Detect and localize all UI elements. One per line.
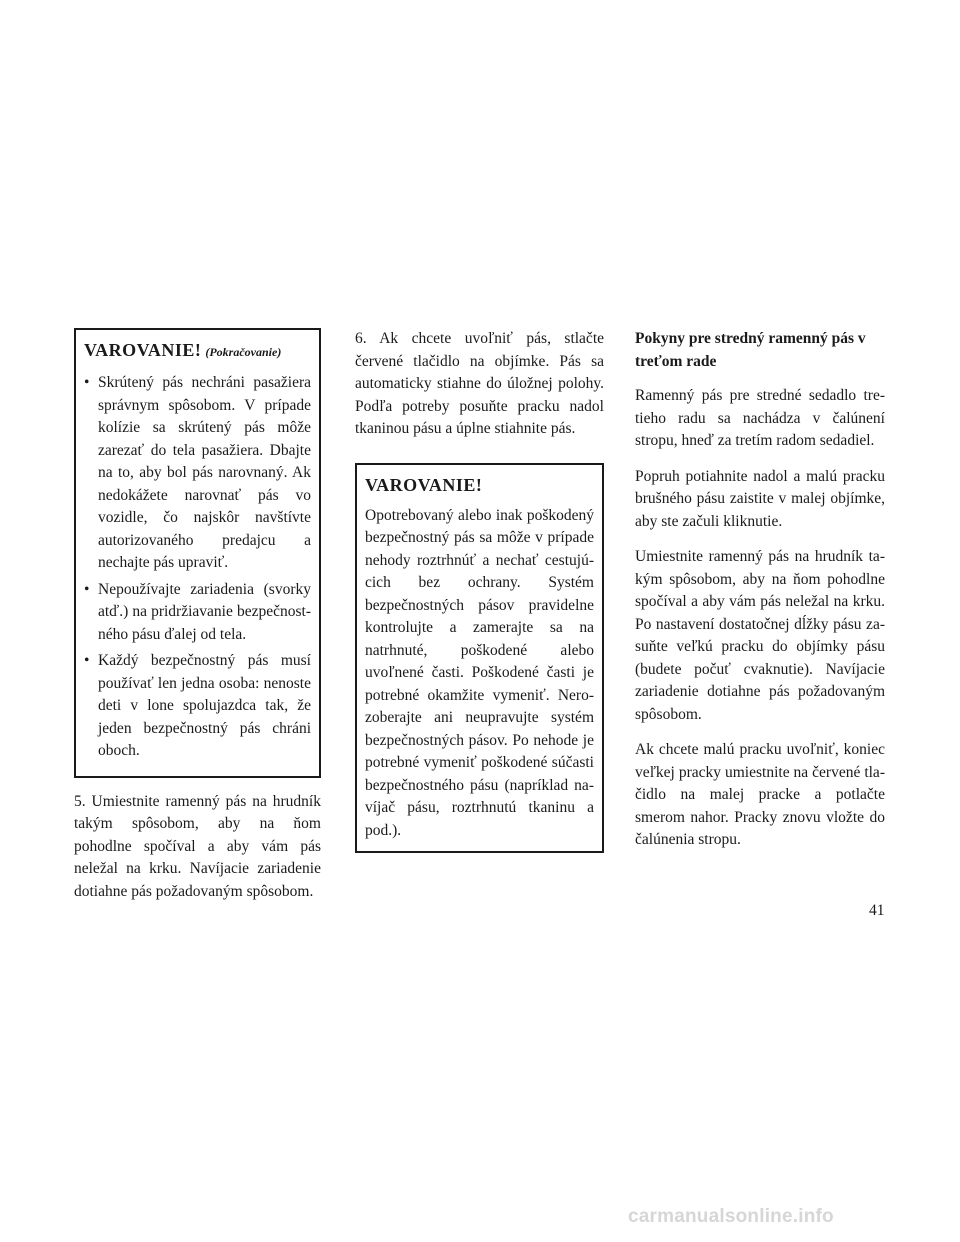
warning-title: VAROVANIE! — [365, 474, 483, 495]
warning-bullet: • Skrútený pás nechráni pasažiera správnym spôsobom. V prípade kolízie sa skrútený pás môže zarezať do tela pasažiera. Dbajte na to, aby bol pás narovnaný. Ak nedokážete narovnať pás vo vozidle, čo najskôr navštívte autorizovaného predajcu a nechajte pás upraviť. — [84, 372, 311, 575]
warning-box — [355, 463, 604, 854]
warning-box-continued — [74, 328, 321, 778]
warning-bullet: • Každý bezpečnostný pás musí používať len jedna osoba: nenoste deti v lone spolujazdca tak, že jeden bezpečnostný pás chráni oboch. — [84, 650, 311, 763]
warning-bullet-list — [84, 372, 311, 763]
warning-title — [84, 338, 311, 364]
body-paragraph: Ramenný pás pre stredné sedadlo tretieho radu sa nachádza v čalúnení stropu, hneď za tretím radom sedadiel. — [635, 387, 885, 449]
body-paragraph: Popruh potiahnite nadol a malú pracku brušného pásu zaistite v malej objímke, aby ste začuli kliknutie. — [635, 467, 885, 530]
column-left — [74, 328, 321, 916]
body-paragraph: Ak chcete malú pracku uvoľniť, koniec veľkej pracky umiestnite na červené tlačidlo na malej pracke a potlačte smerom nahor. Pracky znovu vložte do čalúnenia stropu. — [635, 741, 885, 848]
column-middle — [355, 328, 604, 866]
step-6-paragraph: 6. Ak chcete uvoľniť pás, stlačte červené tlačidlo na objímke. Pás sa automaticky stiahne do úložnej polohy. Podľa potreby posuňte pracku nadol tkaninou pásu a úplne stiahnite pás. — [355, 330, 604, 437]
warning-title-text: VAROVANIE! — [84, 340, 202, 360]
section-heading: Pokyny pre stredný ramenný pás v treťom rade — [635, 330, 866, 370]
warning-text: Opotrebovaný alebo inak poškodený bezpečnostný pás sa môže v prípade nehody roztrhnúť a nechať cestujúcich bez ochrany. Systém bezpečnostných pásov pravidelne kontrolujte a zamerajte sa na natrhnuté, poškodené alebo uvoľnené časti. Poškodené časti je potrebné okamžite vymeniť. Nerozoberajte ani neupravujte systém bezpečnostných pásov. Po nehode je potrebné vymeniť poškodené súčasti bezpečnostného pásu (napríklad navíjač pásu, roztrhnutú tkaninu a pod.). — [365, 506, 594, 839]
step-5-paragraph: 5. Umiestnite ramenný pás na hrudník takým spôsobom, aby na ňom pohodlne spočíval a aby vám pás neležal na krku. Navíjacie zariadenie dotiahne pás požadovaným spôsobom. — [74, 792, 321, 900]
body-paragraph: Umiestnite ramenný pás na hrudník takým spôsobom, aby na ňom pohodlne spočíval a aby vám pás neležal na krku. Po nastavení dostatočnej dĺžky pásu zasuňte veľkú pracku do objímky pásu (budete počuť cvaknutie). Navíjacie zariadenie dotiahne pás požadovaným spôsobom. — [635, 548, 885, 723]
warning-continued-label: (Pokračovanie) — [205, 345, 282, 359]
warning-bullet: • Nepoužívajte zariadenia (svorky atď.) na pridržiavanie bezpečnostného pásu ďalej od tela. — [84, 579, 311, 647]
watermark: carmanualsonline.info — [628, 1206, 834, 1227]
page-number: 41 — [869, 902, 885, 919]
column-right — [635, 328, 885, 865]
